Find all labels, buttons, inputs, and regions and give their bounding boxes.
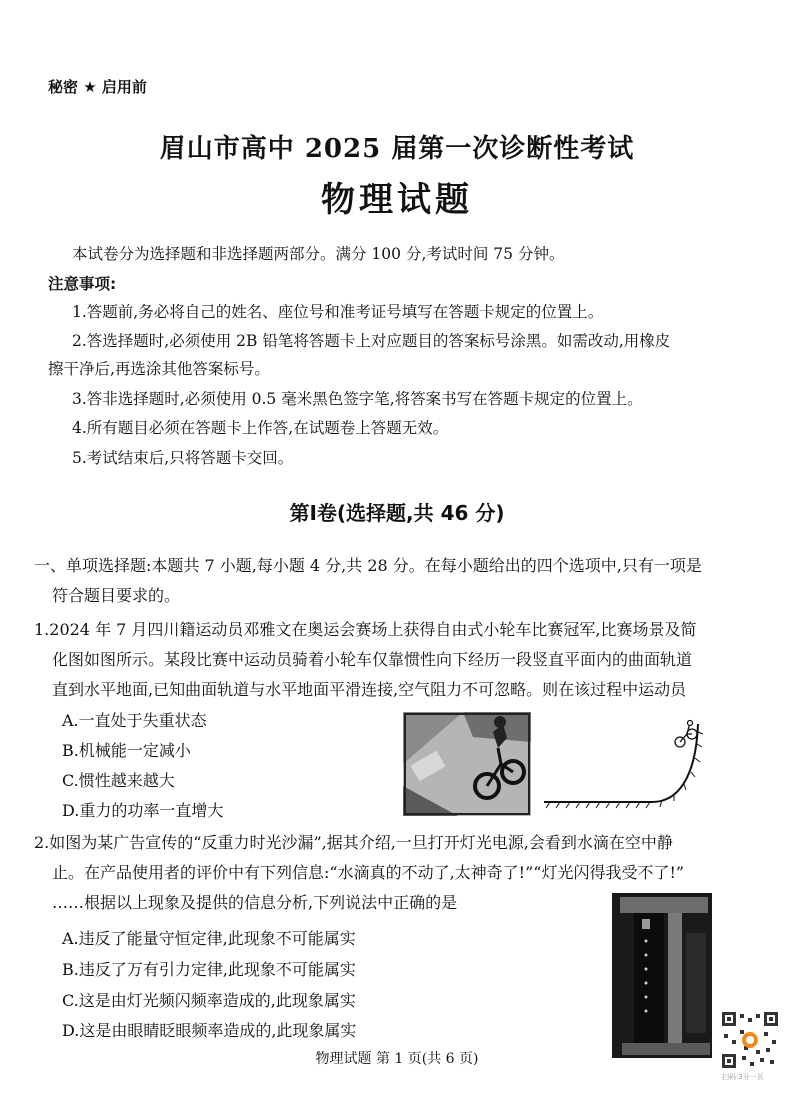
notice-item-5: 5.考试结束后,只将答题卡交回。 (72, 449, 294, 467)
question-1-stem: 1.2024 年 7 月四川籍运动员邓雅文在奥运会赛场上获得自由式小轮车比赛冠军,比赛场景及简 (34, 620, 697, 639)
hourglass-photo (612, 893, 712, 1058)
question-1-stem-cont: 直到水平地面,已知曲面轨道与水平地面平滑连接,空气阻力不可忽略。则在该过程中运动员 (52, 680, 687, 699)
question-1-stem-cont: 化图如图所示。某段比赛中运动员骑着小轮车仅靠惯性向下经历一段竖直平面内的曲面轨道 (52, 650, 693, 669)
track-diagram (540, 712, 712, 816)
section-title: 第Ⅰ卷(选择题,共 46 分) (289, 501, 505, 525)
notice-item-2: 2.答选择题时,必须使用 2B 铅笔将答题卡上对应题目的答案标号涂黑。如需改动,用橡皮 (72, 332, 671, 350)
question-2-stem-cont: ……根据以上现象及提供的信息分析,下列说法中正确的是 (52, 893, 458, 912)
page-footer: 物理试题 第 1 页(共 6 页) (315, 1051, 479, 1067)
notice-item-3: 3.答非选择题时,必须使用 0.5 毫米黑色签字笔,将答案书写在答题卡规定的位置上。 (72, 390, 643, 408)
question-2-stem: 2.如图为某广告宣传的“反重力时光沙漏”,据其介绍,一旦打开灯光电源,会看到水滴在空中静 (34, 833, 673, 852)
question-1-option-d: D.重力的功率一直增大 (62, 801, 224, 820)
question-2-option-b: B.违反了万有引力定律,此现象不可能属实 (62, 960, 356, 979)
notice-item-1: 1.答题前,务必将自己的姓名、座位号和准考证号填写在答题卡规定的位置上。 (72, 303, 604, 321)
exam-intro: 本试卷分为选择题和非选择题两部分。满分 100 分,考试时间 75 分钟。 (72, 245, 565, 263)
qr-caption: 扫码·3分一页 (722, 1073, 764, 1081)
notice-heading: 注意事项: (48, 275, 117, 293)
notice-item-4: 4.所有题目必须在答题卡上作答,在试题卷上答题无效。 (72, 419, 449, 437)
question-1-option-a: A.一直处于失重状态 (62, 711, 207, 730)
exam-title: 眉山市高中 2025 届第一次诊断性考试 (159, 134, 635, 164)
subject-title: 物理试题 (321, 180, 473, 220)
question-2-stem-cont: 止。在产品使用者的评价中有下列信息:“水滴真的不动了,太神奇了!”“灯光闪得我受不了!” (52, 863, 685, 882)
confidential-label: 秘密 ★ 启用前 (48, 78, 147, 96)
single-choice-instructions-cont: 符合题目要求的。 (52, 586, 181, 605)
question-1-option-b: B.机械能一定减小 (62, 741, 191, 760)
question-2-option-c: C.这是由灯光频闪频率造成的,此现象属实 (62, 991, 356, 1010)
question-1-option-c: C.惯性越来越大 (62, 771, 175, 790)
notice-item-2-cont: 擦干净后,再选涂其他答案标号。 (48, 360, 270, 378)
bmx-photo (403, 712, 531, 816)
question-2-option-a: A.违反了能量守恒定律,此现象不可能属实 (62, 929, 356, 948)
single-choice-instructions: 一、单项选择题:本题共 7 小题,每小题 4 分,共 28 分。在每小题给出的四个选项中,只有一项是 (34, 556, 702, 575)
question-2-option-d: D.这是由眼睛眨眼频率造成的,此现象属实 (62, 1021, 357, 1040)
